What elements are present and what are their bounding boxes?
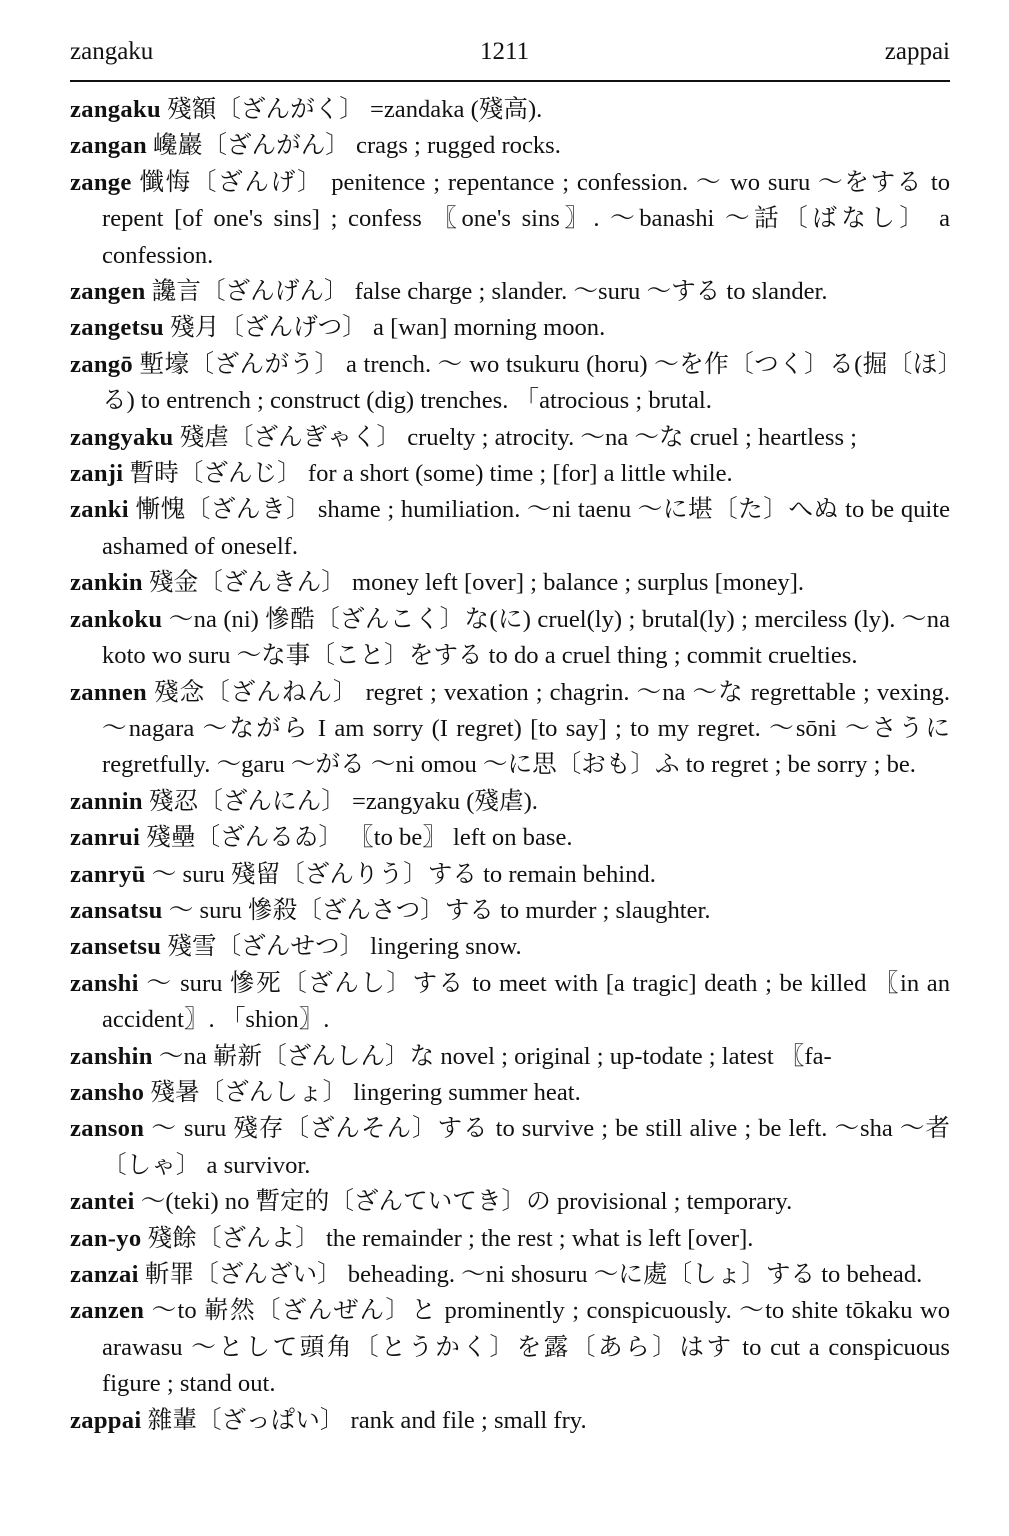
definition: 殘雪〔ざんせつ〕 lingering snow. [167, 933, 522, 961]
headword: zankin [70, 569, 143, 597]
definition: ～ suru 殘留〔ざんりう〕する to remain behind. [151, 860, 656, 888]
headword: zangō [70, 350, 133, 378]
entry-zannen [70, 675, 950, 784]
definition: 斬罪〔ざんざい〕 beheading. ～ni shosuru ～に處〔しょ〕する to behead. [144, 1261, 923, 1288]
definition: 殘虐〔ざんぎゃく〕 cruelty ; atrocity. ～na ～な cruel ; heartless ; [179, 423, 858, 451]
headword: zanji [70, 460, 124, 488]
headword: zankoku [70, 605, 163, 633]
headword: zanrui [70, 824, 141, 852]
definition: ～ suru 慘死〔ざんし〕する to meet with [a tragic] death ; be killed 〖in an accident〗. 「shion〗. [102, 969, 950, 1034]
definition: ～(teki) no 暫定的〔ざんていてき〕の provisional ; temporary. [140, 1188, 793, 1216]
entry-zangan [70, 128, 950, 164]
entry-zangetsu [70, 310, 950, 346]
right-guide-word: zappai [884, 38, 950, 65]
headword: zanzai [70, 1261, 139, 1288]
definition: 慚愧〔ざんき〕 shame ; humiliation. ～ni taenu ～に堪〔た〕へぬ to be quite ashamed of oneself. [102, 496, 950, 560]
entry-zangaku [70, 92, 950, 128]
definition: 塹壕〔ざんがう〕 a trench. ～ wo tsukuru (horu) ～を作〔つく〕る(掘〔ほ〕る) to entrench ; construct (dig) trenches. 「atrocious ; brutal. [102, 350, 950, 415]
headword: zan-yo [70, 1224, 142, 1252]
definition: 殘暑〔ざんしょ〕 lingering summer heat. [150, 1078, 581, 1106]
entry-zangyaku [70, 420, 950, 456]
entry-zanzai [70, 1257, 950, 1293]
headword: zanshi [70, 969, 139, 997]
left-guide-word: zangaku [70, 38, 154, 65]
definition: 殘忍〔ざんにん〕 =zangyaku (殘虐). [149, 787, 538, 815]
entry-zango [70, 347, 950, 420]
headword: zanryū [70, 860, 146, 888]
entry-zange [70, 165, 950, 274]
headword: zangaku [70, 96, 161, 123]
definition: ～na (ni) 慘酷〔ざんこく〕な(に) cruel(ly) ; brutal(ly) ; merciless (ly). ～na koto wo suru ～な事〔こと〕をする to do a cruel thing ; commit cruelties. [102, 605, 950, 670]
definition: ～to 嶄然〔ざんぜん〕と prominently ; conspicuously. ～to shite tōkaku wo arawasu ～として頭角〔とうかく〕を露〔あら〕はす to cut a conspicuous figure ; stand out. [102, 1297, 950, 1398]
page-number: 1211 [480, 38, 530, 65]
headword: zange [70, 168, 132, 196]
headword: zantei [70, 1188, 135, 1216]
definition: 暫時〔ざんじ〕 for a short (some) time ; [for] a little while. [129, 460, 733, 488]
headword: zappai [70, 1406, 142, 1434]
headword: zanzen [70, 1297, 145, 1325]
definition: 讒言〔ざんげん〕 false charge ; slander. ～suru ～する to slander. [151, 278, 828, 306]
headword: zangyaku [70, 423, 174, 451]
headword: zansho [70, 1078, 145, 1106]
entry-zansatsu [70, 893, 950, 929]
entry-zanji [70, 456, 950, 492]
headword: zanki [70, 496, 129, 524]
entry-zanrui [70, 820, 950, 856]
entry-zanson [70, 1111, 950, 1184]
definition: ～ suru 殘存〔ざんそん〕する to survive ; be still alive ; be left. ～sha ～者〔しゃ〕 a survivor. [102, 1115, 950, 1179]
definition: ～ suru 慘殺〔ざんさつ〕する to murder ; slaughter. [168, 896, 711, 924]
entry-zankoku [70, 602, 950, 675]
headword: zanshin [70, 1042, 153, 1070]
definition: 雜輩〔ざっぱい〕 rank and file ; small fry. [147, 1406, 587, 1434]
headword: zangen [70, 278, 146, 306]
headword: zannin [70, 787, 143, 815]
definition: 殘月〔ざんげつ〕 a [wan] morning moon. [170, 314, 606, 342]
entry-zantei [70, 1184, 950, 1220]
entry-zanshi [70, 966, 950, 1039]
definition: 懺悔〔ざんげ〕 penitence ; repentance ; confession. ～ wo suru ～をする to repent [of one's sins] ; confess 〖one's sins〗. ～banashi ～話〔ばなし〕 a confession. [102, 168, 950, 269]
definition: 殘額〔ざんがく〕 =zandaka (殘高). [167, 96, 543, 123]
definition: 巉巖〔ざんがん〕 crags ; rugged rocks. [153, 132, 561, 160]
entry-zanshin [70, 1039, 950, 1075]
headword: zangan [70, 132, 147, 160]
entry-zanryu [70, 857, 950, 893]
headword: zannen [70, 678, 147, 706]
entry-zannin [70, 784, 950, 820]
page-header [70, 34, 950, 82]
headword: zansatsu [70, 896, 163, 924]
dictionary-entries [70, 92, 950, 1439]
entry-zanzen [70, 1293, 950, 1402]
definition: 殘壘〔ざんるゐ〕 〖to be〗 left on base. [146, 824, 573, 852]
definition: 殘念〔ざんねん〕 regret ; vexation ; chagrin. ～na ～な regrettable ; vexing. ～nagara ～ながら I am sorry (I regret) [to say] ; to my regret. ～sōni ～さうに regretfully. ～garu ～がる ～ni omou ～に思〔おも〕ふ to regret ; be sorry ; be. [102, 678, 950, 779]
definition: 殘餘〔ざんよ〕 the remainder ; the rest ; what is left [over]. [147, 1224, 754, 1252]
entry-zangen [70, 274, 950, 310]
headword: zangetsu [70, 314, 164, 342]
entry-zan-yo [70, 1221, 950, 1257]
entry-zansho [70, 1075, 950, 1111]
headword: zanson [70, 1115, 145, 1143]
definition: ～na 嶄新〔ざんしん〕な novel ; original ; up-todate ; latest 〖fa- [158, 1042, 832, 1070]
entry-zankin [70, 565, 950, 601]
definition: 殘金〔ざんきん〕 money left [over] ; balance ; surplus [money]. [149, 569, 805, 597]
entry-zansetsu [70, 929, 950, 965]
entry-zappai [70, 1403, 950, 1439]
entry-zanki [70, 492, 950, 565]
headword: zansetsu [70, 933, 162, 961]
